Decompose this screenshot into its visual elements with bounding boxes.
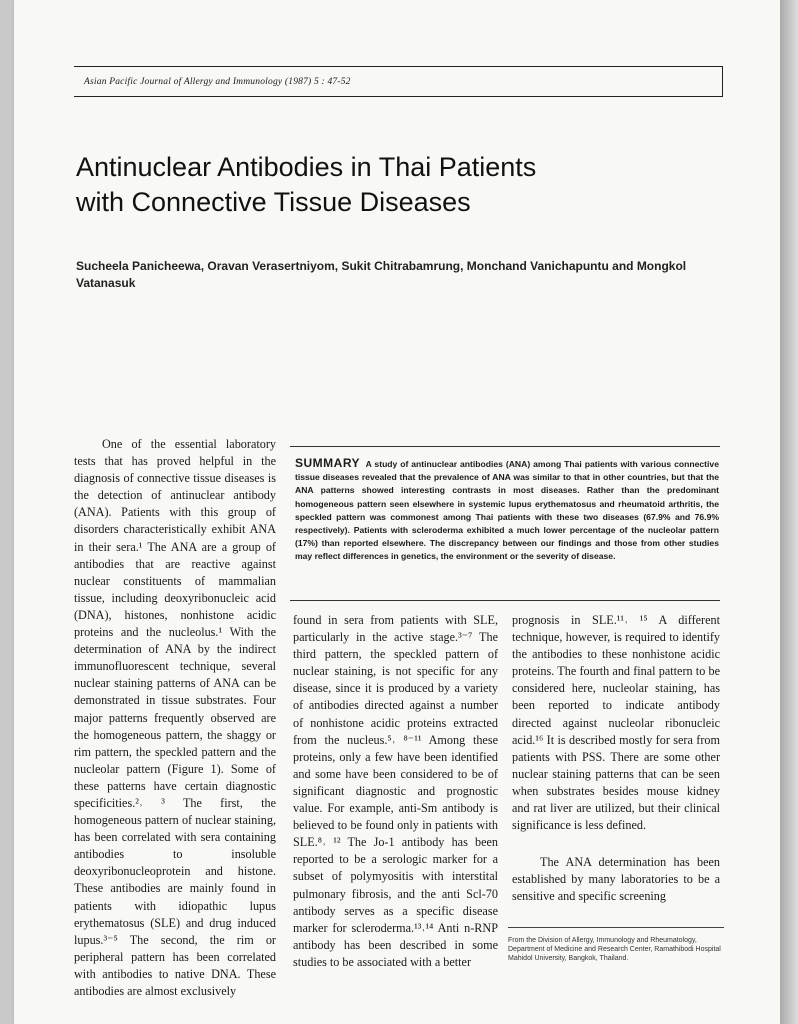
- body-paragraph: found in sera from patients with SLE, particularly in the active stage.³⁻⁷ The third pattern, the speckled pattern of nuclear staining, is not specific for any disease, since it is produced by a variety of antibodies directed against a number of nonhistone acidic proteins extracted from the nucleus.⁵˒ ⁸⁻¹¹ Among these proteins, only a few have been identified and some have been considered to be of significant diagnostic and prognostic value. For example, anti-Sm antibody is believed to be found only in patients with SLE.⁸˒ ¹² The Jo-1 antibody has been reported to be a serologic marker for a subset of polymyositis with interstital pulmonary fibrosis, and the anti Scl-70 antibody serves as a specific disease marker for scleroderma.¹³˒¹⁴ Anti n-RNP antibody has been described in some studies to be associated with a better: [293, 613, 498, 969]
- journal-citation: Asian Pacific Journal of Allergy and Immunology (1987) 5 : 47-52: [84, 77, 351, 87]
- title-line-1: Antinuclear Antibodies in Thai Patients: [76, 152, 537, 182]
- body-column-1: [74, 436, 276, 1000]
- author-list: Sucheela Panicheewa, Oravan Verasertniyom, Sukit Chitrabamrung, Monchand Vanichapuntu and Mongkol Vatanasuk: [76, 259, 687, 290]
- summary-text: A study of antinuclear antibodies (ANA) among Thai patients with various connective tissue diseases revealed that the prevalence of ANA was similar to that in other countries, but that the ANA patterns showed interesting contrasts in most diseases. Rather than the predominant homogeneous pattern seen elsewhere in systemic lupus erythematosus and rheumatoid arthritis, the speckled pattern was commonest among Thai patients with these two diseases (67.9% and 76.9% respectively). Patients with scleroderma exhibited a much lower percentage of the nucleolar pattern (17%) than reported elsewhere. The discrepancy between our findings and those from other studies may reflect differences in genetics, the environment or the severity of disease.: [295, 459, 719, 562]
- body-paragraph: One of the essential laboratory tests that has proved helpful in the diagnosis of connective tissue diseases is the detection of antinuclear antibody (ANA). Patients with this group of disorders characteristically exhibit ANA in their sera.¹ The ANA are a group of antibodies that are reactive against nuclear constituents of mammalian tissue, including deoxyribonucleic acid (DNA), histones, nonhistone acidic proteins and the nucleolus.¹ With the determination of ANA by the indirect immunofluorescent technique, several nuclear staining patterns of ANA can be demonstrated in tissue substrates. Four major patterns frequently observed are the homogeneous pattern, the shaggy or rim pattern, the speckled pattern and the nucleolar pattern (Figure 1). Some of these patterns have certain diagnostic specificities.²˒ ³ The first, the homogeneous pattern of nuclear staining, has been correlated with sera containing antibodies to insoluble deoxyribonucleoprotein and histone. These antibodies are mainly found in patients with idiopathic lupus erythematosus (SLE) and drug induced lupus.³⁻⁵ The second, the rim or peripheral pattern has been correlated with antibodies to native DNA. These antibodies are almost exclusively: [74, 437, 276, 998]
- summary-bottom-rule: [290, 600, 720, 601]
- footnote-rule: [508, 927, 724, 928]
- body-column-3: [512, 612, 720, 906]
- article-title: [76, 150, 736, 220]
- body-paragraph: prognosis in SLE.¹¹˒ ¹⁵ A different technique, however, is required to identify the antibodies to these nonhistone acidic proteins. The fourth and final pattern to be considered here, nucleolar staining, has been reported to indicate antibody directed against nucleolar ribonucleic acid.¹⁶ It is described mostly for sera from patients with PSS. There are some other nuclear staining patterns that can be seen when substrates besides mouse kidney and rat liver are utilized, but their clinical significance is less defined.: [512, 613, 720, 833]
- scan-edge: [780, 0, 798, 1024]
- affiliation-footnote: From the Division of Allergy, Immunology and Rheumatology, Department of Medicine and Research Center, Ramathibodi Hospital Mahidol University, Bangkok, Thailand.: [508, 937, 721, 962]
- summary-top-rule: [290, 446, 720, 447]
- summary-label: SUMMARY: [295, 456, 361, 470]
- body-column-2: [293, 612, 498, 971]
- summary-abstract: [295, 457, 719, 564]
- body-paragraph: The ANA determination has been established by many laboratories to be a sensitive and specific screening: [512, 855, 720, 904]
- title-line-2: with Connective Tissue Diseases: [76, 187, 471, 217]
